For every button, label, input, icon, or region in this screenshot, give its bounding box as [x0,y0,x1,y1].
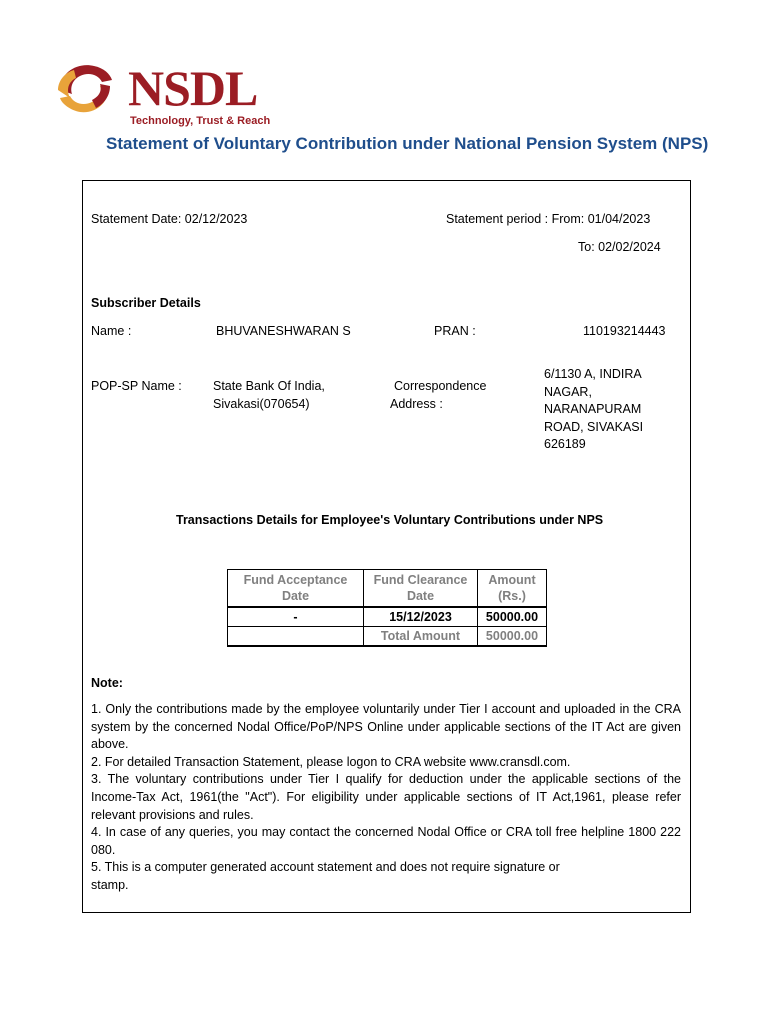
pran-value: 110193214443 [583,324,666,338]
table-row [228,607,547,627]
table-header-row [228,570,547,608]
document-title: Statement of Voluntary Contribution under National Pension System (NPS) [106,134,709,153]
nsdl-logo-icon [52,60,116,116]
note-item: 5. This is a computer generated account statement and does not require signature or stamp. [91,860,560,892]
total-row [228,627,547,647]
name-label: Name : [91,324,132,338]
total-value: 50000.00 [478,627,547,647]
note-item: 3. The voluntary contributions under Tier I qualify for deduction under the applicable sections of the Income-Tax Act, 1961(the "Act"). For eligibility under applicable sections of IT Act,1961, please refer relevant provisions and rules. [91,772,681,822]
cell-amount: 50000.00 [478,607,547,627]
transactions-heading: Transactions Details for Employee's Voluntary Contributions under NPS [176,513,604,527]
notes-heading: Note: [91,676,123,690]
subscriber-heading: Subscriber Details [91,296,201,310]
note-item: 2. For detailed Transaction Statement, please logon to CRA website www.cransdl.com. [91,754,571,769]
note-item: 4. In case of any queries, you may contact the concerned Nodal Office or CRA toll free helpline 1800 222 080. [91,825,681,857]
brand-name: NSDL [128,60,258,116]
col-fund-clearance-date: Fund Clearance Date [364,570,478,608]
note-item: 1. Only the contributions made by the employee voluntarily under Tier I account and uploaded in the CRA system by the concerned Nodal Office/PoP/NPS Online under applicable sections of the IT Act are given above. [91,702,681,752]
col-fund-acceptance-date: Fund Acceptance Date [228,570,364,608]
statement-period-from: Statement period : From: 01/04/2023 [446,212,651,226]
address-label: Correspondence Address : [390,379,487,411]
cell-acceptance-date: - [228,607,364,627]
statement-period-to: To: 02/02/2024 [578,240,661,254]
address-value: 6/1130 A, INDIRA NAGAR, NARANAPURAM ROAD, SIVAKASI 626189 [544,367,644,451]
cell-empty [228,627,364,647]
name-value: BHUVANESHWARAN S [216,324,351,338]
pop-value: State Bank Of India, Sivakasi(070654) [213,379,325,411]
pran-label: PRAN : [434,324,476,338]
total-label: Total Amount [364,627,478,647]
col-amount: Amount (Rs.) [478,570,547,608]
pop-label: POP-SP Name : [91,379,182,393]
statement-date: Statement Date: 02/12/2023 [91,212,248,226]
transactions-table [227,569,547,647]
cell-clearance-date: 15/12/2023 [364,607,478,627]
notes-list [91,701,681,895]
brand-tagline: Technology, Trust & Reach [130,115,271,127]
